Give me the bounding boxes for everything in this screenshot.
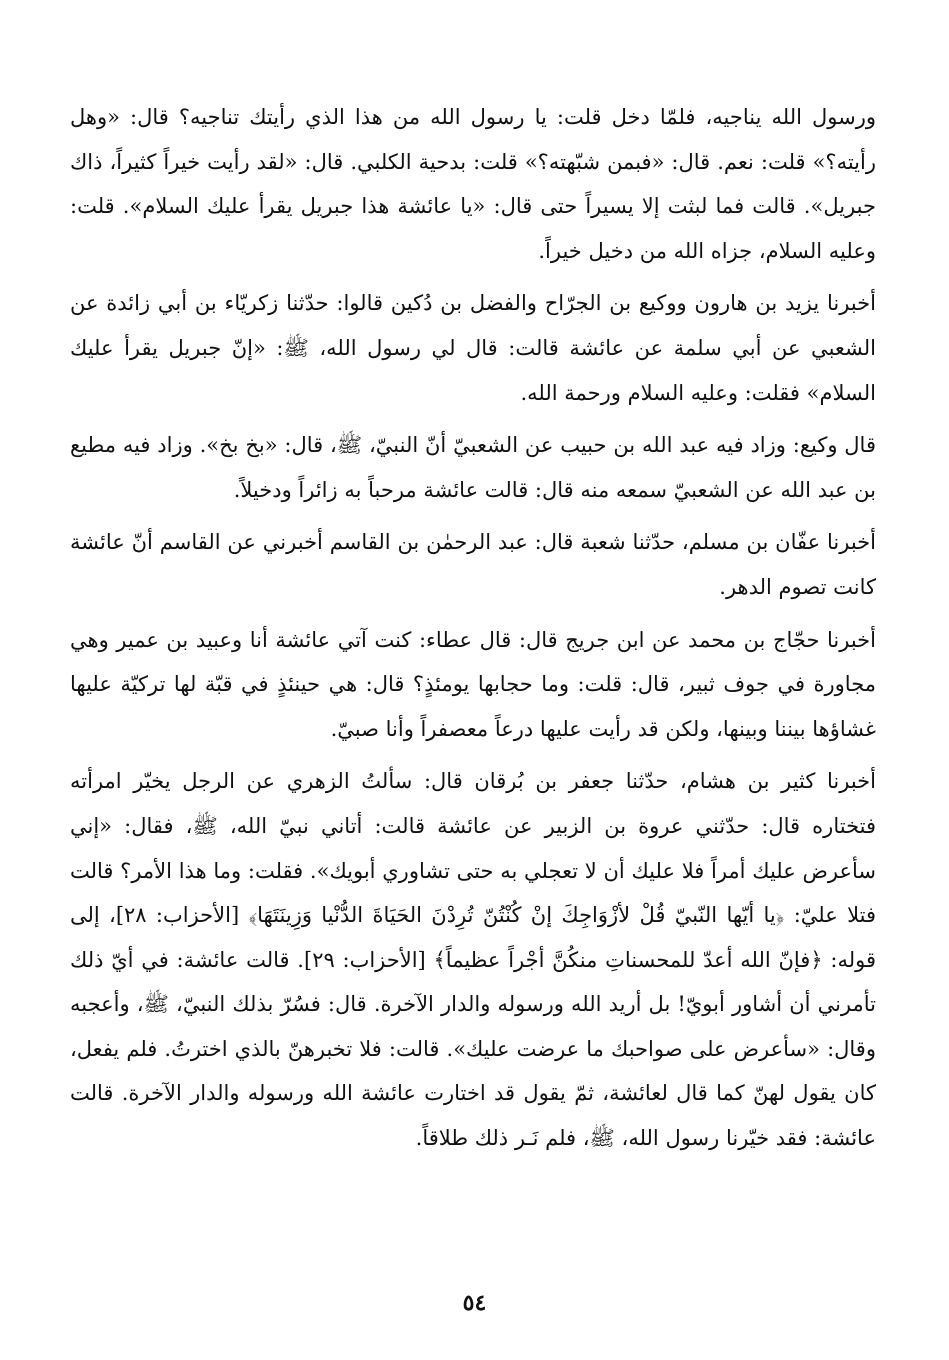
paragraph-4: أخبرنا عفّان بن مسلم، حدّثنا شعبة قال: عبد الرحمٰن بن القاسم أخبرني عن القاسم أنّ عائشة كانت تصوم الدهر.	[70, 530, 876, 599]
page-body	[70, 95, 876, 1169]
paragraph-1: ورسول الله يناجيه، فلمّا دخل قلت: يا رسول الله من هذا الذي رأيتك تناجيه؟ قال: «وهل رأيته؟» قلت: نعم. قال: «فبمن شبّهته؟» قلت: بدحية الكلبي. قال: «لقد رأيت خيراً كثيراً، ذاك جبريل». قالت فما لبثت إلا يسيراً حتى قال: «يا عائشة هذا جبريل يقرأ عليك السلام». قلت: وعليه السلام، جزاه الله من دخيل خيراً.	[70, 105, 876, 263]
page-number: ٥٤	[462, 1290, 487, 1316]
paragraph-5: أخبرنا حجّاج بن محمد عن ابن جريج قال: قال عطاء: كنت آتي عائشة أنا وعبيد بن عمير وهي مجاورة في جوف ثبير، قال: قلت: وما حجابها يومئذٍ؟ قال: هي حينئذٍ في قبّة لها تركيّة عليها غشاؤها بيننا وبينها، ولكن قد رأيت عليها درعاً معصفراً وأنا صبيّ.	[70, 627, 876, 741]
paragraph-2: أخبرنا يزيد بن هارون ووكيع بن الجرّاح والفضل بن دُكين قالوا: حدّثنا زكريّاء بن أبي زائدة عن الشعبي عن أبي سلمة عن عائشة قالت: قال لي رسول الله، ﷺ: «إنّ جبريل يقرأ عليك السلام» فقلت: وعليه السلام ورحمة الله.	[70, 291, 876, 405]
paragraph-3: قال وكيع: وزاد فيه عبد الله بن حبيب عن الشعبيّ أنّ النبيّ، ﷺ، قال: «بخ بخ». وزاد فيه مطيع بن عبد الله عن الشعبيّ سمعه منه قال: قالت عائشة مرحباً به زائراً ودخيلاً.	[70, 433, 876, 502]
paragraph-6: أخبرنا كثير بن هشام، حدّثنا جعفر بن بُرقان قال: سألتُ الزهري عن الرجل يخيّر امرأته فتختاره قال: حدّثني عروة بن الزبير عن عائشة قالت: أتاني نبيّ الله، ﷺ، فقال: «إني سأعرض عليك أمراً فلا عليك أن لا تعجلي به حتى تشاوري أبويك». فقلت: وما هذا الأمر؟ قالت فتلا عليّ: ﴿يا أيّها النّبيّ قُلْ لأزْوَاجِكَ إنْ كُنْتُنّ تُرِدْنَ الحَيَاةَ الدُّنْيا وَزِينَتَهَا﴾ [الأحزاب: ٢٨]، إلى قوله: ﴿فإنّ الله أعدّ للمحسناتِ منكُنَّ أجْراً عظيماً﴾ [الأحزاب: ٢٩]. قالت عائشة: في أيّ ذلك تأمرني أن أشاور أبويّ! بل أريد الله ورسوله والدار الآخرة. قال: فسُرّ بذلك النبيّ، ﷺ، وأعجبه وقال: «سأعرض على صواحبك ما عرضت عليك». قالت: فلا تخبرهنّ بالذي اخترتُ. فلم يفعل، كان يقول لهنّ كما قال لعائشة، ثمّ يقول قد اختارت عائشة الله ورسوله والدار الآخرة. قالت عائشة: فقد خيّرنا رسول الله، ﷺ، فلم نَـر ذلك طلاقاً.	[70, 769, 876, 1151]
